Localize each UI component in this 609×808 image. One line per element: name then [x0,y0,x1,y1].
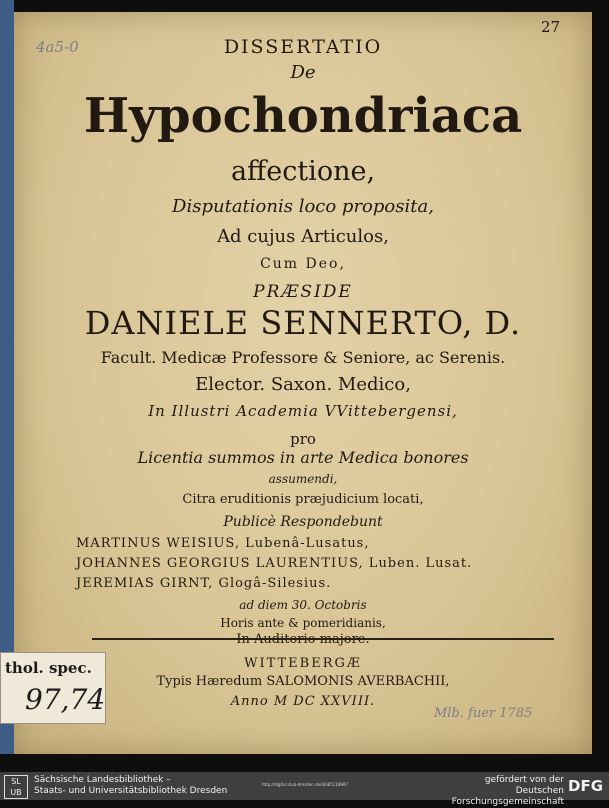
footer-library-name [34,775,227,797]
line-cum-deo: Cum Deo, [260,256,346,272]
imprint-year: Anno M DC XXVIII. [230,694,376,709]
line-ad-cujus: Ad cujus Articulos, [217,226,389,247]
footer-funding [424,775,564,808]
respondent-3: JEREMIAS GIRNT, Glogâ-Silesius. [76,576,332,591]
footer-library-line-1: Sächsische Landesbibliothek – [34,775,171,785]
dfg-logo-icon: DFG [568,777,604,795]
line-pro: pro [290,430,316,448]
line-licentia: Licentia summos in arte Medica bonores [137,448,469,467]
line-citra: Citra eruditionis præjudicium locati, [182,492,424,507]
slub-logo-icon: SL UB [4,775,28,799]
line-praeside: PRÆSIDE [253,282,353,302]
title-page [14,12,592,754]
footer-permalink[interactable]: http://digital.slub-dresden.de/id385118987 [262,782,349,787]
page-number: 27 [541,18,561,36]
line-academia: In Illustri Academia VVittebergensi, [148,402,458,420]
shelfmark-line-1: thol. spec. [5,659,92,677]
footer-library-line-2: Staats- und Universitätsbibliothek Dresden [34,786,228,796]
library-footer [0,772,609,807]
line-publice: Publicè Respondebunt [223,514,383,530]
imprint-place: WITTEBERGÆ [244,656,362,671]
title-affectione: affectione, [230,156,376,187]
line-disputationis: Disputationis loco proposita, [172,196,434,217]
rule-divider [92,638,554,640]
respondent-1: MARTINUS WEISIUS, Lubenâ-Lusatus, [76,536,370,551]
imprint-printer: Typis Hæredum SALOMONIS AVERBACHII, [156,674,450,689]
line-ad-diem: ad diem 30. Octobris [239,598,367,612]
title-dissertatio: DISSERTATIO [223,36,383,58]
pencil-note-topleft: 4a5-0 [36,38,79,56]
pencil-note-bottom: Mlb. fuer 1785 [434,706,533,721]
shelfmark-line-2: 97,74 [25,683,106,716]
line-horis: Horis ante & pomeridianis, [220,616,386,630]
line-facult: Facult. Medicæ Professore & Seniore, ac Serenis. [100,348,506,367]
respondent-2: JOHANNES GEORGIUS LAURENTIUS, Luben. Lusat. [76,556,473,571]
line-elector: Elector. Saxon. Medico, [195,374,411,395]
title-de: De [290,62,316,83]
footer-funding-line-1: gefördert von der [484,775,564,785]
footer-funding-line-2: Deutschen Forschungsgemeinschaft [451,786,564,807]
shelfmark-label [0,652,106,724]
book-spine [0,0,14,754]
line-sennerto: DANIELE SENNERTO, D. [84,304,522,342]
line-assumendi: assumendi, [268,472,338,486]
title-hypochondriaca: Hypochondriaca [83,88,523,144]
